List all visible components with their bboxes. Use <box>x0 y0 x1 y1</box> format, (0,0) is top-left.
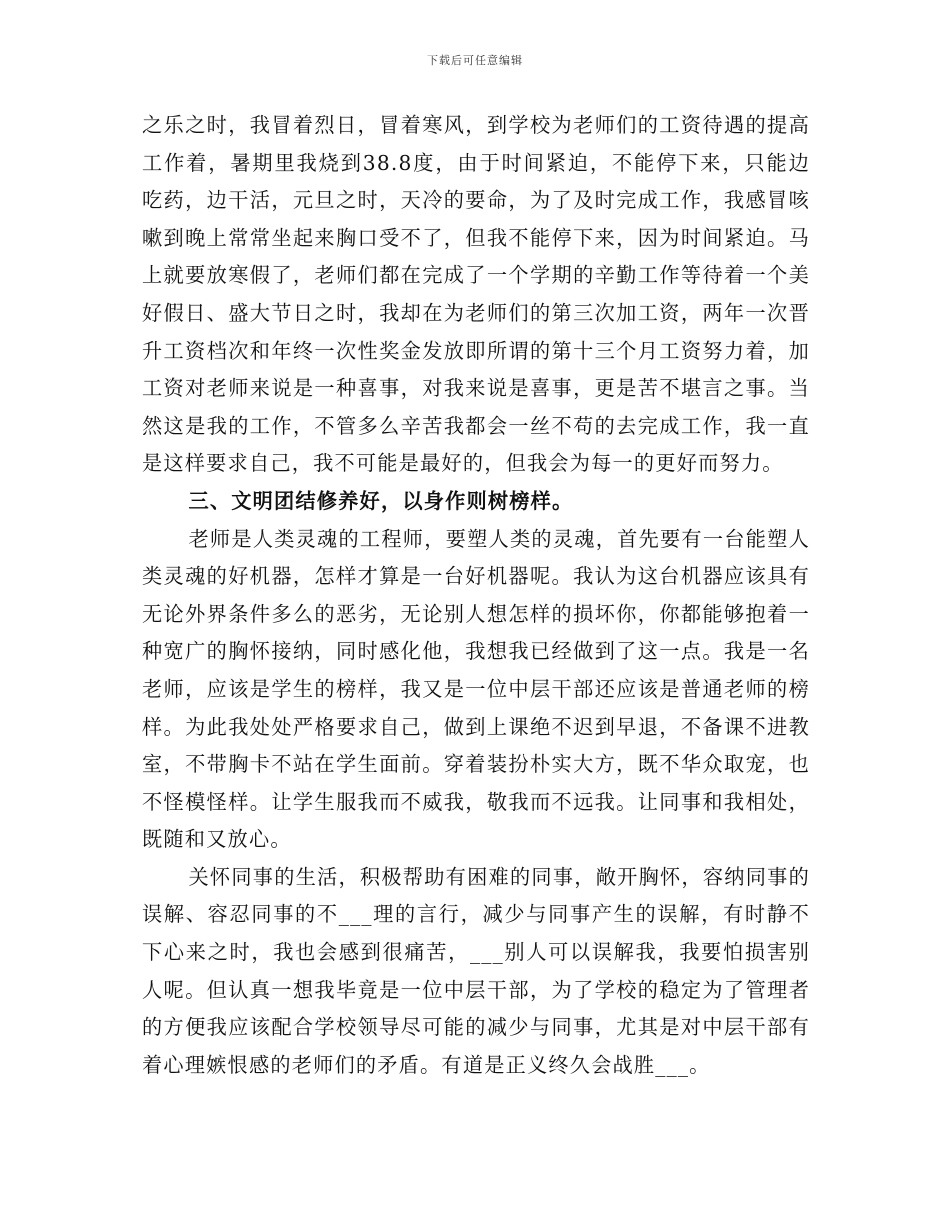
document-body <box>142 107 810 1084</box>
paragraph-continuation: 之乐之时，我冒着烈日，冒着寒风，到学校为老师们的工资待遇的提高工作着，暑期里我烧到38.8度，由于时间紧迫，不能停下来，只能边吃药，边干活，元旦之时，天冷的要命，为了及时完成工作，我感冒咳嗽到晚上常常坐起来胸口受不了，但我不能停下来，因为时间紧迫。马上就要放寒假了，老师们都在完成了一个学期的辛勤工作等待着一个美好假日、盛大节日之时，我却在为老师们的第三次加工资，两年一次晋升工资档次和年终一次性奖金发放即所谓的第十三个月工资努力着，加工资对老师来说是一种喜事，对我来说是喜事，更是苦不堪言之事。当然这是我的工作，不管多么辛苦我都会一丝不苟的去完成工作，我一直是这样要求自己，我不可能是最好的，但我会为每一的更好而努力。 <box>142 113 810 476</box>
section-heading: 三、文明团结修养好，以身作则树榜样。 <box>188 488 574 513</box>
paragraph-colleague-care: 关怀同事的生活，积极帮助有困难的同事，敞开胸怀，容纳同事的误解、容忍同事的不___理的言行，减少与同事产生的误解，有时静不下心来之时，我也会感到很痛苦，___别人可以误解我，我要怕损害别人呢。但认真一想我毕竟是一位中层干部，为了学校的稳定为了管理者的方便我应该配合学校领导尽可能的减少与同事，尤其是对中层干部有着心理嫉恨感的老师们的矛盾。有道是正义终久会战胜___。 <box>142 864 810 1077</box>
paragraph-teacher-role: 老师是人类灵魂的工程师，要塑人类的灵魂，首先要有一台能塑人类灵魂的好机器，怎样才算是一台好机器呢。我认为这台机器应该具有无论外界条件多么的恶劣，无论别人想怎样的损坏你，你都能够抱着一种宽广的胸怀接纳，同时感化他，我想我已经做到了这一点。我是一名老师，应该是学生的榜样，我又是一位中层干部还应该是普通老师的榜样。为此我处处严格要求自己，做到上课绝不迟到早退，不备课不进教室，不带胸卡不站在学生面前。穿着装扮朴实大方，既不华众取宠，也不怪模怪样。让学生服我而不威我，敬我而不远我。让同事和我相处，既随和又放心。 <box>142 526 810 852</box>
page-header: 下载后可任意编辑 <box>427 54 523 67</box>
